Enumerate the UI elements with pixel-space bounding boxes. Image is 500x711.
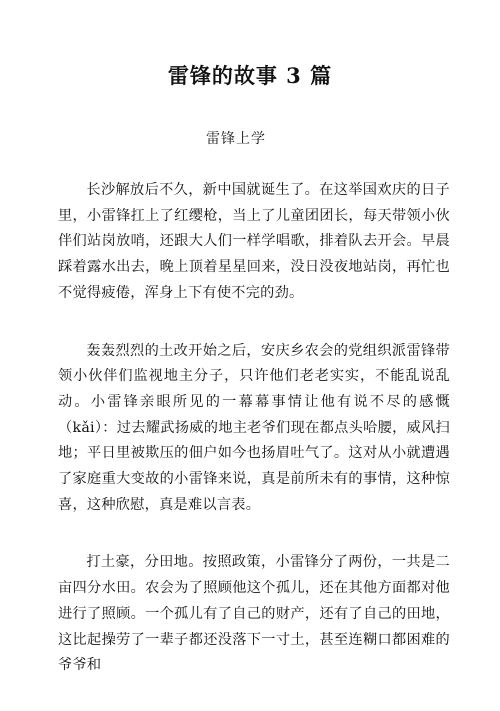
- document-title: 雷锋的故事 3 篇: [167, 63, 333, 88]
- paragraph: 轰轰烈烈的土改开始之后，安庆乡农会的党组织派雷锋带领小伙伴们监视地主分子，只许他们老老实实，不能乱说乱动。小雷锋亲眼所见的一幕幕事情让他有说不尽的感慨（kǎi）：过去耀武扬威的地主老爷们现在都点头哈腰，威风扫地；平日里被欺压的佃户如今也扬眉吐气了。这对从小就遭遇了家庭重大变故的小雷锋来说，真是前所未有的事情，这种惊喜，这种欣慰，真是难以言表。: [58, 342, 450, 513]
- body-text: [58, 178, 450, 711]
- section-heading: 雷锋上学: [206, 131, 266, 147]
- paragraph: 打土豪，分田地。按照政策，小雷锋分了两份，一共是二亩四分水田。农会为了照顾他这个孤儿，还在其他方面都对他进行了照顾。一个孤儿有了自己的财产，还有了自己的田地，这比起操劳了一辈子都还没落下一寸土，甚至连糊口都困难的爷爷和: [58, 554, 450, 674]
- paragraph: 长沙解放后不久，新中国就诞生了。在这举国欢庆的日子里，小雷锋扛上了红缨枪，当上了儿童团团长，每天带领小伙伴们站岗放哨，还跟大人们一样学唱歌，排着队去开会。早晨踩着露水出去，晚上顶着星星回来，没日没夜地站岗，再忙也不觉得疲倦，浑身上下有使不完的劲。: [58, 182, 450, 301]
